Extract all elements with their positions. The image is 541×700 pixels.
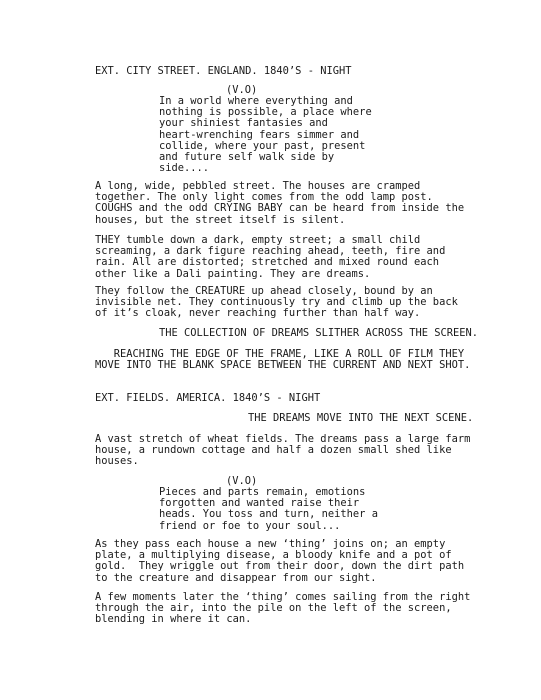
action-paragraph: A vast stretch of wheat fields. The dreams pass a large farm house, a rundown cottage and half a dozen small shed like houses. <box>95 433 471 468</box>
scene-heading-city-street: EXT. CITY STREET. ENGLAND. 1840’S - NIGHT <box>95 65 352 77</box>
transition-line: REACHING THE EDGE OF THE FRAME, LIKE A ROLL OF FILM THEY MOVE INTO THE BLANK SPACE BETWEEN THE CURRENT AND NEXT SHOT. <box>95 348 471 372</box>
dialogue-block: In a world where everything and nothing is possible, a place where your shiniest fantasies and heart-wrenching fears simmer and collide, where your past, present and future self walk side by side.... <box>159 95 372 175</box>
parenthetical-vo: (V.O) <box>226 475 258 487</box>
transition-line: THE DREAMS MOVE INTO THE NEXT SCENE. <box>248 412 474 424</box>
action-paragraph: A few moments later the ‘thing’ comes sailing from the right through the air, into the pile on the left of the screen, blending in where it can. <box>95 591 471 626</box>
action-paragraph: They follow the CREATURE up ahead closely, bound by an invisible net. They continuously try and climb up the back of it’s cloak, never reaching further than half way. <box>95 285 458 320</box>
scene-heading-fields: EXT. FIELDS. AMERICA. 1840’S - NIGHT <box>95 392 321 404</box>
parenthetical-vo: (V.O) <box>226 84 258 96</box>
action-paragraph: A long, wide, pebbled street. The houses are cramped together. The only light comes from the odd lamp post. COUGHS and the odd CRYING BABY can be heard from inside the houses, but the street itself is silent. <box>95 180 465 226</box>
dialogue-block: Pieces and parts remain, emotions forgotten and wanted raise their heads. You toss and turn, neither a friend or foe to your soul... <box>159 486 378 532</box>
action-paragraph: As they pass each house a new ‘thing’ joins on; an empty plate, a multiplying disease, a bloody knife and a pot of gold. They wriggle out from their door, down the dirt path to the creature and disappear from our sight. <box>95 538 465 584</box>
action-paragraph: THEY tumble down a dark, empty street; a small child screaming, a dark figure reaching ahead, teeth, fire and rain. All are distorted; stretched and mixed round each other like a Dali painting. They are dreams. <box>95 234 446 280</box>
transition-line: THE COLLECTION OF DREAMS SLITHER ACROSS THE SCREEN. <box>159 327 479 339</box>
